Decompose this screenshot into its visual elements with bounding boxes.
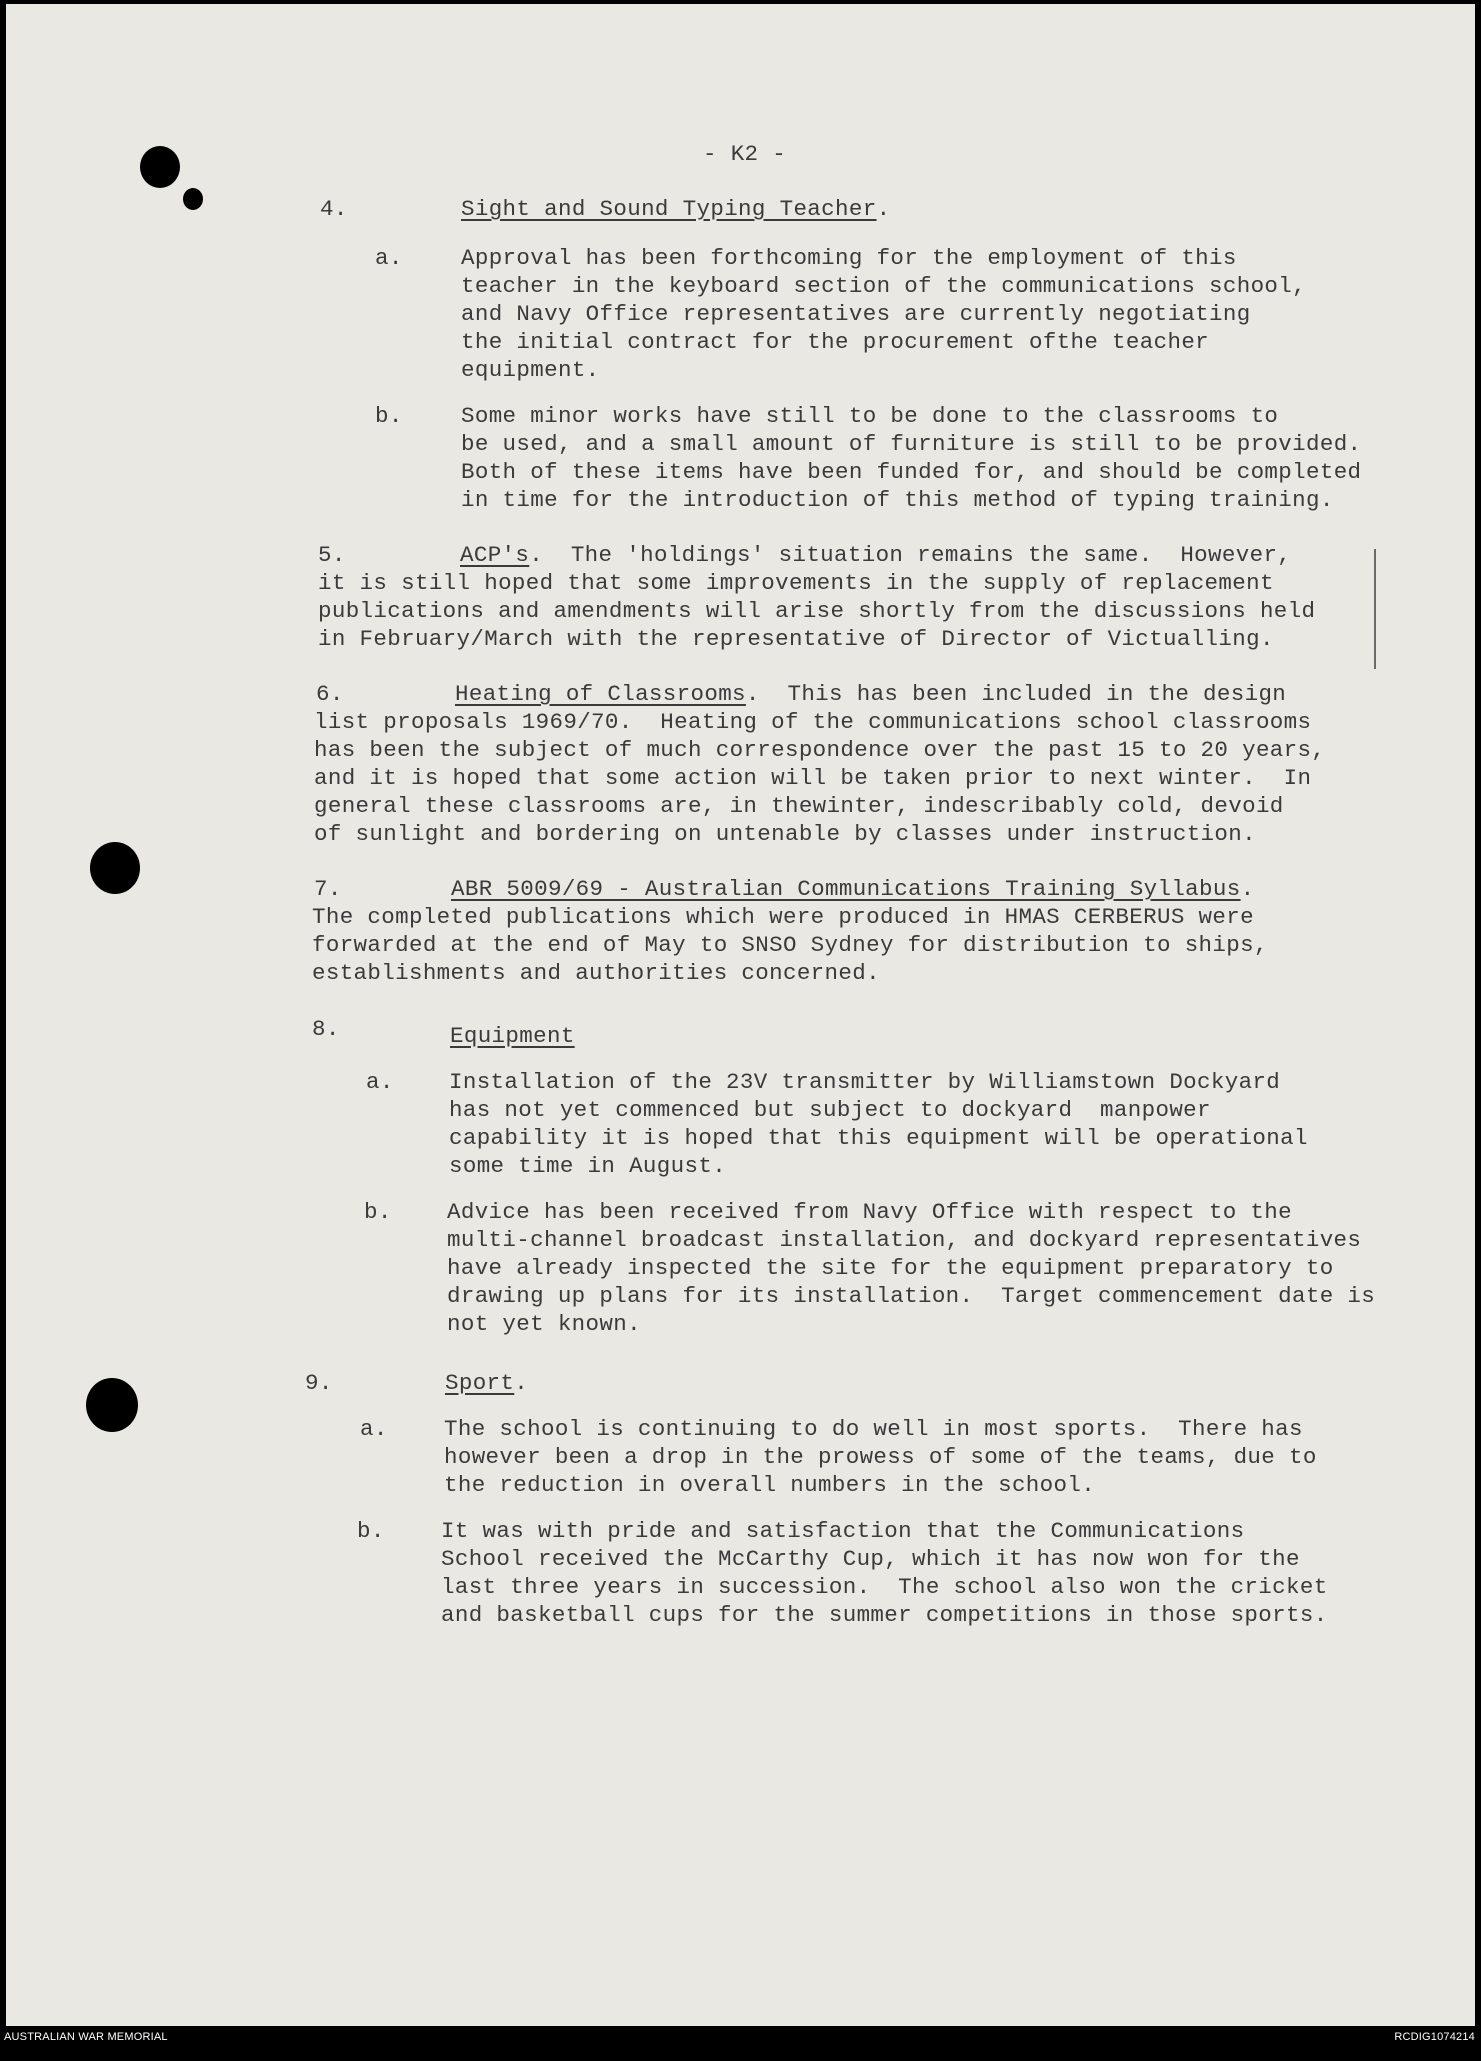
- page-number: - K2 -: [703, 141, 787, 167]
- footer-id: RCDIG1074214: [1394, 2031, 1475, 2043]
- section-5-title: ACP's: [460, 542, 530, 568]
- section-9b-line: School received the McCarthy Cup, which it has now won for the: [441, 1546, 1300, 1572]
- section-8b-line: drawing up plans for its installation. Target commencement date is: [447, 1283, 1376, 1309]
- section-8-heading: [450, 1022, 575, 1051]
- section-8a-line: capability it is hoped that this equipment will be operational: [449, 1125, 1308, 1151]
- section-8a-line: Installation of the 23V transmitter by Williamstown Dockyard: [449, 1069, 1281, 1095]
- section-8a-letter: a.: [366, 1069, 394, 1095]
- section-7-title: ABR 5009/69 - Australian Communications Training Syllabus: [451, 876, 1241, 902]
- punch-hole: [183, 188, 203, 210]
- section-7-line: establishments and authorities concerned.: [312, 960, 880, 986]
- section-8a-line: some time in August.: [449, 1153, 727, 1179]
- section-4b-line: Both of these items have been funded for, and should be completed: [461, 459, 1362, 485]
- section-9b-letter: b.: [357, 1518, 385, 1544]
- section-4b-letter: b.: [375, 403, 403, 429]
- section-7-number: 7.: [314, 876, 342, 902]
- section-4-title: Sight and Sound Typing Teacher: [461, 196, 877, 222]
- section-7-line: forwarded at the end of May to SNSO Sydney for distribution to ships,: [312, 932, 1268, 958]
- section-6-line: and it is hoped that some action will be taken prior to next winter. In: [314, 765, 1312, 791]
- section-6-line: has been the subject of much correspondence over the past 15 to 20 years,: [314, 737, 1326, 763]
- section-8b-line: have already inspected the site for the equipment preparatory to: [447, 1255, 1334, 1281]
- section-4b-line: be used, and a small amount of furniture is still to be provided.: [461, 431, 1362, 457]
- section-8-number: 8.: [312, 1016, 340, 1042]
- section-8-title: Equipment: [450, 1023, 575, 1049]
- section-9-title: Sport: [445, 1370, 515, 1396]
- section-6-line: general these classrooms are, in thewinter, indescribably cold, devoid: [314, 793, 1284, 819]
- section-4a-line: and Navy Office representatives are currently negotiating: [461, 301, 1251, 327]
- section-4a-line: Approval has been forthcoming for the employment of this: [461, 245, 1237, 271]
- section-4b-line: Some minor works have still to be done to the classrooms to: [461, 403, 1279, 429]
- footer-source: AUSTRALIAN WAR MEMORIAL: [4, 2031, 168, 2043]
- section-9a-line: The school is continuing to do well in most sports. There has: [444, 1416, 1303, 1442]
- section-7-heading: ABR 5009/69 - Australian Communications Training Syllabus.: [451, 876, 1255, 902]
- section-8a-line: has not yet commenced but subject to dockyard manpower: [449, 1097, 1211, 1123]
- section-9a-line: the reduction in overall numbers in the school.: [444, 1472, 1096, 1498]
- section-4-heading: Sight and Sound Typing Teacher.: [461, 196, 891, 222]
- section-9a-letter: a.: [360, 1416, 388, 1442]
- section-4a-line: the initial contract for the procurement ofthe teacher: [461, 329, 1210, 355]
- section-5-number: 5.: [318, 542, 346, 568]
- section-4a-line: teacher in the keyboard section of the communications school,: [461, 273, 1306, 299]
- section-6-title: Heating of Classrooms: [455, 681, 746, 707]
- section-6-line: of sunlight and bordering on untenable by classes under instruction.: [314, 821, 1256, 847]
- section-5-line: in February/March with the representative of Director of Victualling.: [318, 626, 1274, 652]
- section-9b-line: and basketball cups for the summer competitions in those sports.: [441, 1602, 1328, 1628]
- section-4b-line: in time for the introduction of this method of typing training.: [461, 487, 1334, 513]
- section-8b-line: multi-channel broadcast installation, and dockyard representatives: [447, 1227, 1362, 1253]
- punch-hole: [140, 146, 180, 188]
- section-5-line: it is still hoped that some improvements in the supply of replacement: [318, 570, 1274, 596]
- section-8b-line: Advice has been received from Navy Office with respect to the: [447, 1199, 1292, 1225]
- section-9a-line: however been a drop in the prowess of some of the teams, due to: [444, 1444, 1317, 1470]
- margin-mark: [1374, 549, 1376, 669]
- section-6-first-text: This has been included in the design: [787, 681, 1287, 707]
- section-9-heading: Sport.: [445, 1370, 529, 1396]
- section-6-line: list proposals 1969/70. Heating of the communications school classrooms: [314, 709, 1312, 735]
- section-4a-letter: a.: [375, 245, 403, 271]
- section-7-line: The completed publications which were produced in HMAS CERBERUS were: [312, 904, 1254, 930]
- section-9-number: 9.: [305, 1370, 333, 1396]
- section-6-number: 6.: [316, 681, 344, 707]
- section-9b-line: It was with pride and satisfaction that the Communications: [441, 1518, 1245, 1544]
- punch-hole: [86, 1378, 138, 1432]
- punch-hole: [90, 842, 140, 894]
- section-6-first-line: Heating of Classrooms. This has been included in the design: [455, 681, 1287, 707]
- section-4-number: 4.: [320, 196, 348, 222]
- section-5-line: publications and amendments will arise shortly from the discussions held: [318, 598, 1316, 624]
- section-4a-line: equipment.: [461, 357, 600, 383]
- section-9b-line: last three years in succession. The school also won the cricket: [441, 1574, 1328, 1600]
- section-5-first-line: ACP's. The 'holdings' situation remains the same. However,: [460, 542, 1292, 568]
- section-5-first-text: The 'holdings' situation remains the same. However,: [570, 542, 1292, 568]
- section-8b-line: not yet known.: [447, 1311, 641, 1337]
- section-8b-letter: b.: [364, 1199, 392, 1225]
